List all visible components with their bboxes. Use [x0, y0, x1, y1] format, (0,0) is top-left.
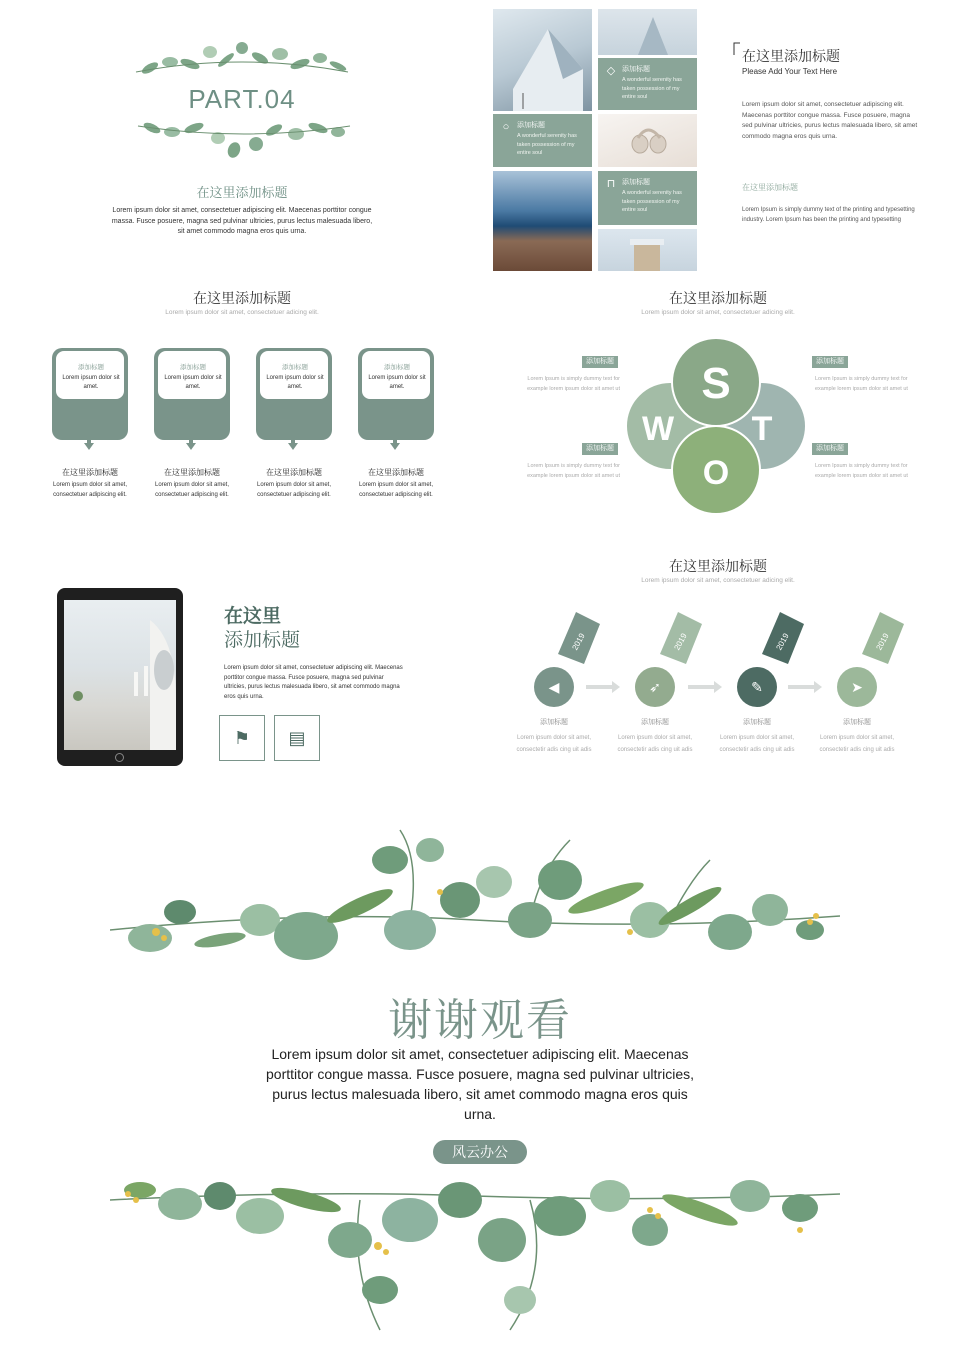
slide-subtitle: Lorem ipsum dolor sit amet, consectetuer adicing elit. [641, 577, 795, 584]
section-body: Lorem ipsum dolor sit amet, consectetuer adipiscing elit. Maecenas porttitor congue massa. Fusce posuere, magna sed pulvinar ultricies, purus lectus malesuada libero, sit amet commodo magna eros quis urna. [111, 207, 373, 235]
card-caption: 在这里添加标题 [368, 468, 424, 477]
card-caption-body: Lorem ipsum dolor sit amet, consectetuer adipiscing elit. [256, 482, 332, 498]
brand-badge: 风云办公 [433, 1140, 527, 1164]
foliage-bottom [110, 1160, 840, 1340]
slide-subheading: 在这里添加标题 [742, 183, 798, 192]
swot-tag: 添加标题 [812, 356, 848, 368]
part-number: PART.04 [188, 84, 296, 114]
paper-plane-icon: ➤ [837, 667, 877, 707]
note-icon: ✎ [737, 667, 777, 707]
card-caption-body: Lorem ipsum dolor sit amet, consectetuer adipiscing elit. [358, 482, 434, 498]
step-body: Lorem ipsum dolor sit amet, consectetir adis cing uit adis [819, 735, 895, 753]
step-label: 添加标题 [743, 719, 771, 726]
lock-icon: ⊓ [606, 178, 616, 190]
slide-paragraph: Lorem ipsum dolor sit amet, consectetuer adipiscing elit. Maecenas porttitor congue massa. Fusce posuere, magna sed pulvinar ultricies, purus lectus malesuada libero, sit amet commodo magna eros quis urna. [742, 101, 918, 140]
step-body: Lorem ipsum dolor sit amet, consectetir adis cing uit adis [719, 735, 795, 753]
swot-tag: 添加标题 [582, 443, 618, 455]
down-arrow-icon [390, 436, 400, 450]
photo-sea [493, 171, 592, 271]
title-corner-mark [733, 42, 741, 56]
tablet-device [57, 588, 183, 766]
svg-text:2019: 2019 [874, 631, 891, 652]
info-tile-1 [598, 58, 697, 110]
card-body: Lorem ipsum dolor sit amet. [164, 375, 222, 390]
photo-tower [598, 9, 697, 55]
slide-body: Lorem ipsum dolor sit amet, consectetuer adipiscing elit. Maecenas porttitor congue massa. Fusce posuere, magna sed pulvinar ultricies, purus lectus malesuada libero, sit amet commodo magna eros quis urna. [224, 665, 403, 700]
slide-subtitle: Lorem ipsum dolor sit amet, consectetuer adicing elit. [641, 309, 795, 316]
tile-body: A wonderful serenity has taken possession of my entire soul [622, 77, 682, 100]
card-caption: 在这里添加标题 [164, 468, 220, 477]
swot-tag: 添加标题 [582, 356, 618, 368]
foliage-top [110, 820, 840, 990]
card-heading: 添加标题 [180, 364, 206, 371]
timeline-arrow [788, 683, 822, 691]
tile-heading: 添加标题 [517, 122, 545, 129]
leaf-wreath-bottom [134, 116, 354, 166]
step-body: Lorem ipsum dolor sit amet, consectetir adis cing uit adis [516, 735, 592, 753]
year-ribbon [558, 612, 600, 664]
slide-title-sub: Please Add Your Text Here [742, 67, 838, 76]
photo-object [598, 229, 697, 271]
flag-icon: ⚑ [219, 715, 265, 761]
card-body: Lorem ipsum dolor sit amet. [368, 375, 426, 390]
swot-text: Lorem Ipsum is simply dummy text for example lorem ipsum dolor sit amet ut [815, 376, 908, 392]
closing-body: Lorem ipsum dolor sit amet, consectetuer adipiscing elit. Maecenas porttitor congue massa. Fusce posuere, magna sed pulvinar ultricies, purus lectus malesuada libero, sit amet commodo magna eros quis urna. [266, 1046, 694, 1122]
swot-text: Lorem Ipsum is simply dummy text for example lorem ipsum dolor sit amet ut [815, 463, 908, 479]
card-body: Lorem ipsum dolor sit amet. [62, 375, 120, 390]
year-ribbon [660, 612, 702, 664]
process-card [154, 348, 230, 440]
tile-body: A wonderful serenity has taken possession of my entire soul [622, 190, 682, 213]
down-arrow-icon [84, 436, 94, 450]
card-body: Lorem ipsum dolor sit amet. [266, 375, 324, 390]
card-heading: 添加标题 [78, 364, 104, 371]
step-label: 添加标题 [540, 719, 568, 726]
info-tile-3 [598, 171, 697, 225]
info-tile-2 [493, 114, 592, 167]
closing-title: 谢谢观看 [388, 996, 572, 1045]
swot-letter-o: O [702, 454, 730, 492]
card-inner [157, 350, 227, 400]
svg-text:2019: 2019 [570, 631, 587, 652]
slide-title: 在这里添加标题 [669, 558, 767, 574]
tile-body: A wonderful serenity has taken possession of my entire soul [517, 133, 577, 156]
card-heading: 添加标题 [384, 364, 410, 371]
down-arrow-icon [288, 436, 298, 450]
timeline-arrow [586, 683, 620, 691]
tablet-home-button [115, 753, 124, 762]
slide-title-line2: 添加标题 [224, 630, 301, 651]
down-arrow-icon [186, 436, 196, 450]
rocket-icon: ➶ [635, 667, 675, 707]
swot-diagram [622, 336, 812, 516]
step-label: 添加标题 [843, 719, 871, 726]
tablet-screen [64, 600, 176, 750]
lightbulb-icon: ○ [502, 121, 510, 133]
process-card [256, 348, 332, 440]
card-caption-body: Lorem ipsum dolor sit amet, consectetuer adipiscing elit. [154, 482, 230, 498]
card-caption-body: Lorem ipsum dolor sit amet, consectetuer adipiscing elit. [52, 482, 128, 498]
step-body: Lorem ipsum dolor sit amet, consectetir adis cing uit adis [617, 735, 693, 753]
card-caption: 在这里添加标题 [266, 468, 322, 477]
year-ribbon [762, 612, 804, 664]
slide-title-line1: 在这里 [224, 606, 282, 627]
timeline-arrow [688, 683, 722, 691]
svg-text:2019: 2019 [672, 631, 689, 652]
card-inner [55, 350, 125, 400]
leaf-wreath-top [130, 34, 354, 84]
slide-title: 在这里添加标题 [193, 290, 291, 306]
diamond-icon: ◇ [606, 65, 616, 77]
slide-subtitle: Lorem ipsum dolor sit amet, consectetuer adicing elit. [165, 309, 319, 316]
year-ribbon [862, 612, 904, 664]
tile-heading: 添加标题 [622, 66, 650, 73]
speaker-icon: ◀ [534, 667, 574, 707]
process-card [358, 348, 434, 440]
svg-text:2019: 2019 [774, 631, 791, 652]
card-heading: 添加标题 [282, 364, 308, 371]
slide-part04 [0, 0, 484, 276]
slide-title: 在这里添加标题 [669, 290, 767, 306]
photo-building [493, 9, 592, 111]
process-card [52, 348, 128, 440]
step-label: 添加标题 [641, 719, 669, 726]
section-subtitle: 在这里添加标题 [196, 185, 288, 200]
slide-title: 在这里添加标题 [742, 48, 840, 64]
swot-letter-w: W [641, 410, 675, 448]
photo-headphones [598, 114, 697, 167]
swot-text: Lorem Ipsum is simply dummy text for example lorem ipsum dolor sit amet ut [527, 463, 620, 479]
swot-text: Lorem Ipsum is simply dummy text for example lorem ipsum dolor sit amet ut [527, 376, 620, 392]
card-inner [259, 350, 329, 400]
clipboard-icon: ▤ [274, 715, 320, 761]
slide-paragraph-2: Lorem Ipsum is simply dummy text of the printing and typesetting industry. Lorem Ipsum has been the printing and typesetting [742, 207, 915, 223]
card-caption: 在这里添加标题 [62, 468, 118, 477]
tile-heading: 添加标题 [622, 179, 650, 186]
swot-letter-s: S [701, 359, 731, 408]
card-inner [361, 350, 431, 400]
swot-letter-t: T [751, 410, 773, 448]
swot-tag: 添加标题 [812, 443, 848, 455]
